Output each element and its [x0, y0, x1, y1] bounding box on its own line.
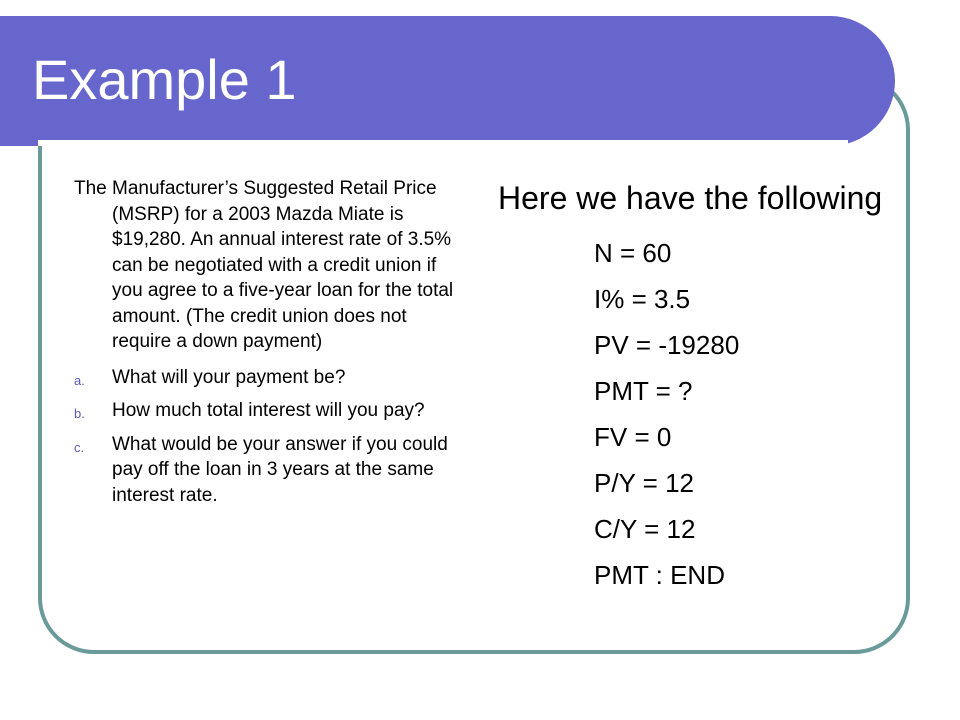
question-text: What would be your answer if you could pay off the loan in 3 years at the same interest rate. — [112, 433, 448, 506]
variables-heading: Here we have the following — [498, 180, 883, 216]
problem-intro: The Manufacturer’s Suggested Retail Price (MSRP) for a 2003 Mazda Miate is $19,280. An annual interest rate of 3.5% can be negotiated with a credit union if you agree to a five-year loan for the total amount. (The credit union does not require a down payment) — [74, 178, 454, 352]
slide-title: Example 1 — [32, 48, 297, 111]
question-marker: c. — [74, 439, 85, 455]
question-text: What will your payment be? — [112, 366, 346, 388]
problem-text — [74, 176, 466, 516]
title-underline — [38, 140, 848, 146]
variable-pmt-mode: PMT : END — [594, 560, 725, 590]
question-item — [74, 432, 466, 509]
variable-pmt: PMT = ? — [594, 376, 693, 406]
variables-panel — [498, 176, 898, 598]
variable-list — [498, 230, 898, 598]
question-item — [74, 365, 466, 391]
variable-fv: FV = 0 — [594, 422, 672, 452]
question-item — [74, 398, 466, 424]
question-list — [74, 365, 466, 509]
variable-py: P/Y = 12 — [594, 468, 694, 498]
title-bar — [0, 16, 895, 146]
variable-pv: PV = -19280 — [594, 330, 740, 360]
question-marker: a. — [74, 372, 85, 388]
question-text: How much total interest will you pay? — [112, 400, 425, 421]
variable-n: N = 60 — [594, 238, 672, 268]
variable-interest: I% = 3.5 — [594, 284, 691, 314]
question-marker: b. — [74, 406, 85, 421]
variable-cy: C/Y = 12 — [594, 514, 696, 544]
